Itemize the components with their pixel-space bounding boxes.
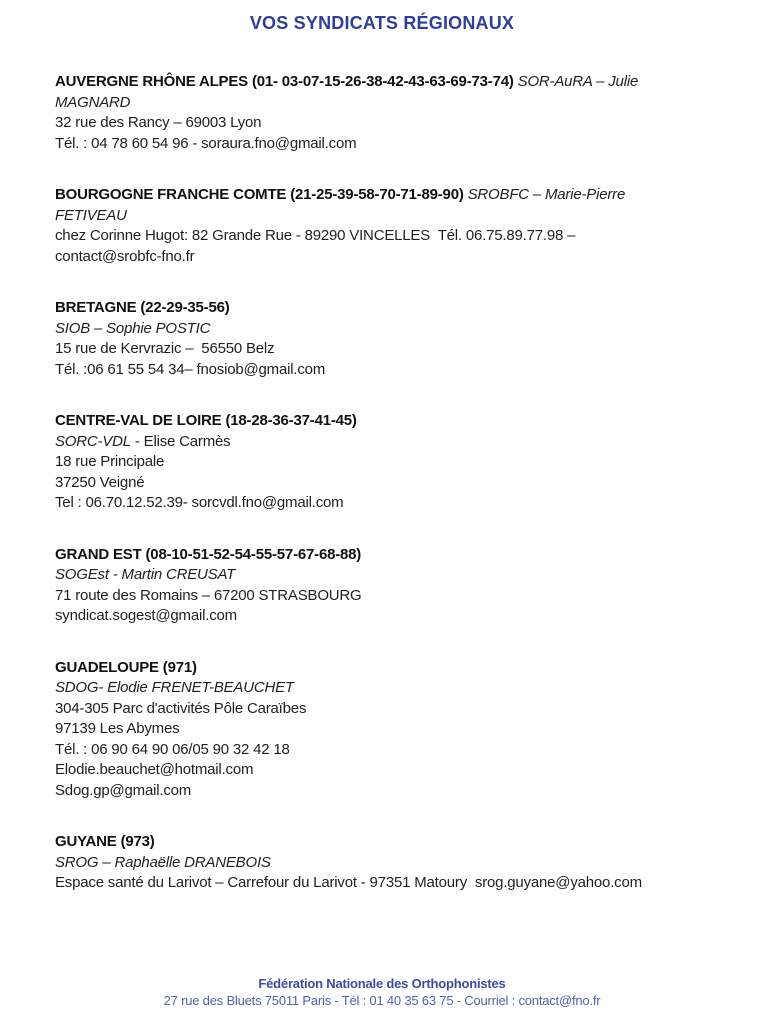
org-contact-line <box>55 853 712 874</box>
phone-line: Tél. : 06 90 64 90 06/05 90 32 42 18 <box>55 740 290 758</box>
entry-bretagne <box>55 298 712 380</box>
org-contact-line <box>55 565 712 586</box>
email-line: Elodie.beauchet@hotmail.com <box>55 761 254 778</box>
org-contact: SROBFC – Marie-Pierre <box>467 186 626 203</box>
entry-centre-val-de-loire <box>55 411 712 514</box>
entry-head-line <box>55 832 712 853</box>
org-contact-wrapped: FETIVEAU <box>55 206 127 224</box>
org-contact-wrapped-line <box>55 206 712 227</box>
syndicates-list <box>55 72 712 925</box>
city-line: 37250 Veigné <box>55 473 145 491</box>
org-contact: SROG – Raphaëlle DRANEBOIS <box>55 853 271 871</box>
address-line: 32 rue des Rancy – 69003 Lyon <box>55 114 262 131</box>
entry-head-line <box>55 72 712 93</box>
region-heading: BRETAGNE (22-29-35-56) <box>55 299 230 316</box>
org-contact-person: - Elise Carmès <box>130 432 231 450</box>
footer-org-name: Fédération Nationale des Orthophonistes <box>258 976 506 991</box>
address-line: chez Corinne Hugot: 82 Grande Rue - 89290 VINCELLES Tél. 06.75.89.77.98 – <box>55 227 576 244</box>
region-heading: GRAND EST (08-10-51-52-54-55-57-67-68-88) <box>55 545 362 563</box>
org-contact-line <box>55 432 712 453</box>
address-line: 15 rue de Kervrazic – 56550 Belz <box>55 340 275 357</box>
entry-auvergne-rhone-alpes <box>55 72 712 154</box>
entry-bourgogne-franche-comte <box>55 185 712 267</box>
entry-head-line <box>55 411 712 432</box>
email-line: contact@srobfc-fno.fr <box>55 247 195 265</box>
entry-head-line <box>55 545 712 566</box>
entry-grand-est <box>55 545 712 627</box>
entry-guyane <box>55 832 712 894</box>
email-line: Sdog.gp@gmail.com <box>55 781 192 799</box>
entry-head-line <box>55 185 712 206</box>
page-footer <box>0 975 764 1009</box>
address-email-line: Espace santé du Larivot – Carrefour du Larivot - 97351 Matoury srog.guyane@yahoo.com <box>55 874 642 891</box>
org-contact-wrapped-line <box>55 93 712 114</box>
region-heading: GUYANE (973) <box>55 833 155 850</box>
org-contact: SOGEst - Martin CREUSAT <box>55 566 236 583</box>
phone-email-line: Tél. : 04 78 60 54 96 - soraura.fno@gmail.com <box>55 134 357 152</box>
address-line: 18 rue Principale <box>55 453 165 470</box>
email-line: syndicat.sogest@gmail.com <box>55 607 237 624</box>
region-heading: GUADELOUPE (971) <box>55 658 197 676</box>
address-line: 71 route des Romains – 67200 STRASBOURG <box>55 586 362 604</box>
entry-head-line <box>55 298 712 319</box>
footer-address-line: 27 rue des Bluets 75011 Paris - Tél : 01 40 35 63 75 - Courriel : contact@fno.fr <box>163 993 601 1008</box>
org-contact: SIOB – Sophie POSTIC <box>55 319 211 337</box>
org-contact: SOR-AuRA – Julie <box>517 73 639 90</box>
region-heading: BOURGOGNE FRANCHE COMTE (21-25-39-58-70-71-89-90) <box>55 186 464 203</box>
entry-head-line <box>55 658 712 679</box>
org-contact-line <box>55 678 712 699</box>
region-heading: CENTRE-VAL DE LOIRE (18-28-36-37-41-45) <box>55 412 357 429</box>
phone-email-line: Tél. :06 61 55 54 34– fnosiob@gmail.com <box>55 360 326 378</box>
city-line: 97139 Les Abymes <box>55 720 180 737</box>
org-contact-line <box>55 319 712 340</box>
phone-email-line: Tel : 06.70.12.52.39- sorcvdl.fno@gmail.com <box>55 494 344 511</box>
entry-guadeloupe <box>55 658 712 802</box>
address-line: 304-305 Parc d'activités Pôle Caraïbes <box>55 699 307 717</box>
org-contact-wrapped: MAGNARD <box>55 93 131 111</box>
org-contact: SORC-VDL <box>55 432 131 450</box>
region-heading: AUVERGNE RHÔNE ALPES (01- 03-07-15-26-38-42-43-63-69-73-74) <box>55 73 514 90</box>
page-title: VOS SYNDICATS RÉGIONAUX <box>249 13 515 33</box>
org-contact: SDOG- Elodie FRENET-BEAUCHET <box>55 679 294 696</box>
